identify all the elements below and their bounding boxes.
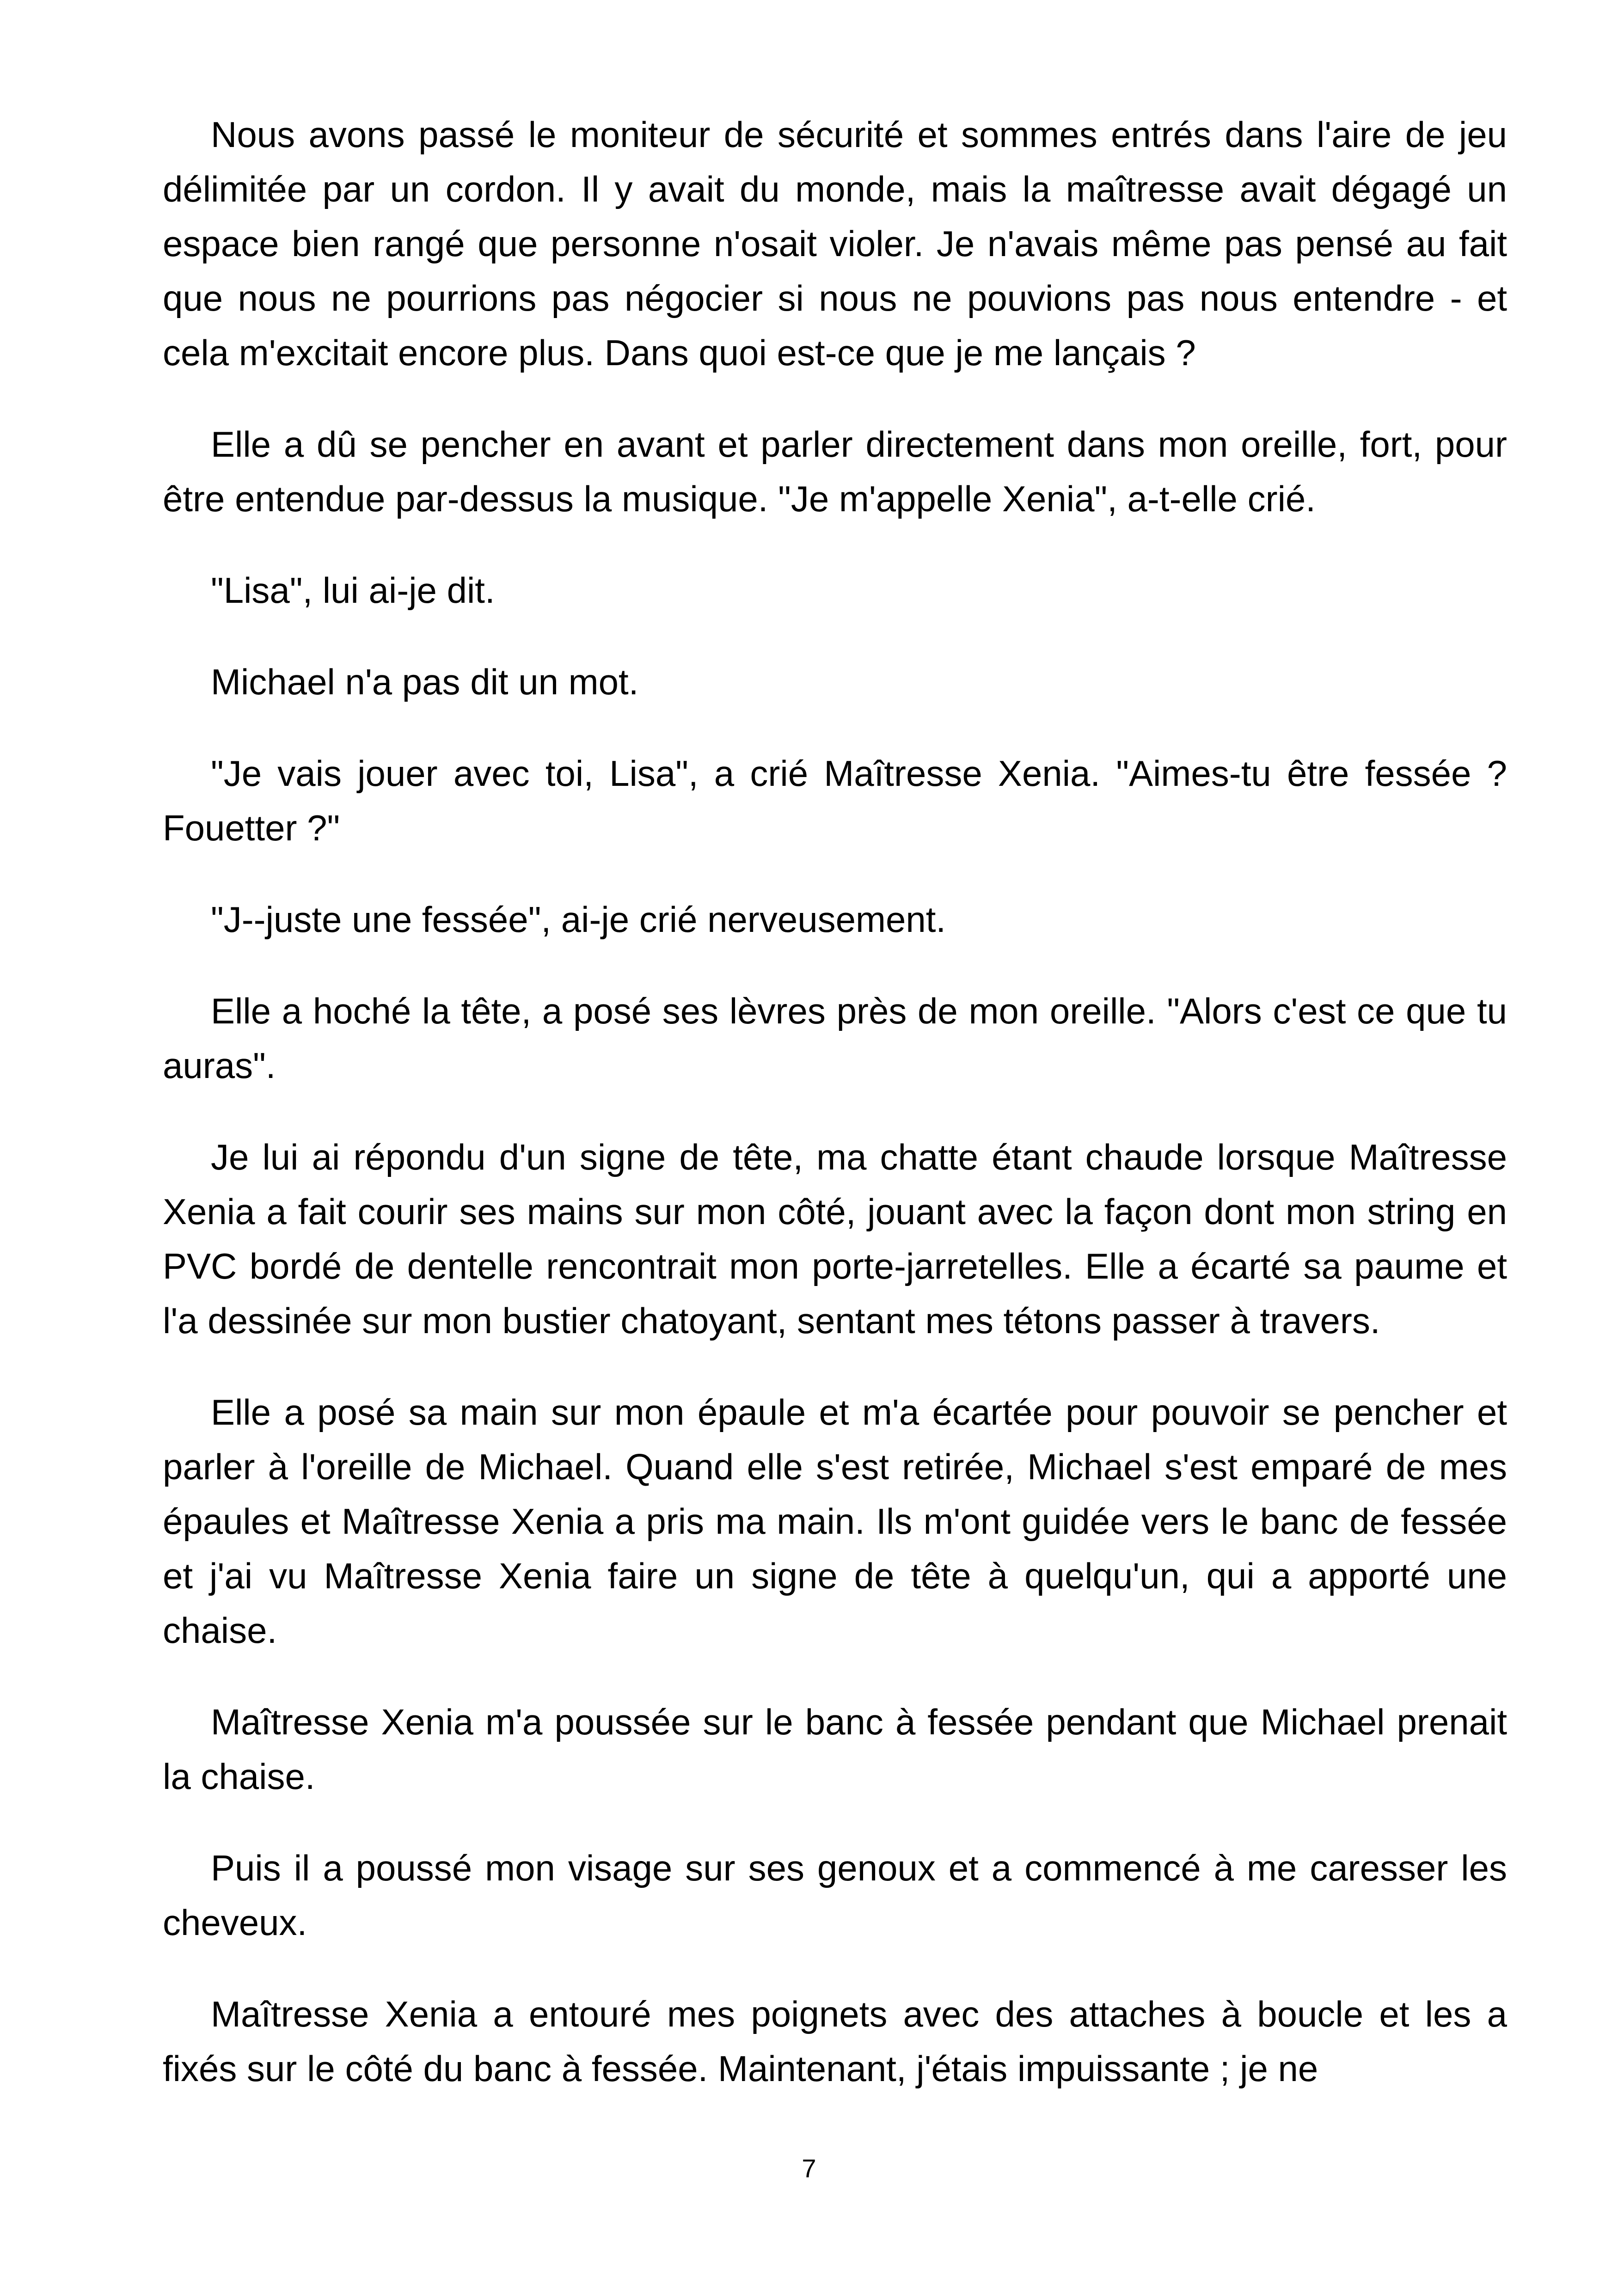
paragraph: Michael n'a pas dit un mot. (211, 661, 639, 702)
paragraph: Elle a dû se pencher en avant et parler directement dans mon oreille, fort, pour être entendue par-dessus la musique. "Je m'appelle Xenia", a-t-elle crié. (163, 424, 1507, 519)
paragraph: Elle a posé sa main sur mon épaule et m'a écartée pour pouvoir se pencher et parler à l'oreille de Michael. Quand elle s'est retirée, Michael s'est emparé de mes épaules et Maîtresse Xenia a pris ma main. Ils m'ont guidée vers le banc de fessée et j'ai vu Maîtresse Xenia faire un signe de tête à quelqu'un, qui a apporté une chaise. (163, 1392, 1507, 1651)
paragraph: Maîtresse Xenia m'a poussée sur le banc à fessée pendant que Michael prenait la chaise. (163, 1702, 1507, 1797)
paragraph: Je lui ai répondu d'un signe de tête, ma chatte étant chaude lorsque Maîtresse Xenia a fait courir ses mains sur mon côté, jouant avec la façon dont mon string en PVC bordé de dentelle rencontrait mon porte-jarretelles. Elle a écarté sa paume et l'a dessinée sur mon bustier chatoyant, sentant mes tétons passer à travers. (163, 1137, 1507, 1341)
paragraph: "Je vais jouer avec toi, Lisa", a crié Maîtresse Xenia. "Aimes-tu être fessée ? Fouetter ?" (163, 753, 1507, 848)
paragraph: "Lisa", lui ai-je dit. (211, 570, 495, 611)
paragraph: Nous avons passé le moniteur de sécurité et sommes entrés dans l'aire de jeu délimitée par un cordon. Il y avait du monde, mais la maîtresse avait dégagé un espace bien rangé que personne n'osait violer. Je n'avais même pas pensé au fait que nous ne pourrions pas négocier si nous ne pouvions pas nous entendre - et cela m'excitait encore plus. Dans quoi est-ce que je me lançais ? (163, 114, 1507, 373)
page-number: 7 (802, 2154, 816, 2183)
paragraph: "J--juste une fessée", ai-je crié nerveusement. (211, 899, 946, 940)
paragraph: Puis il a poussé mon visage sur ses genoux et a commencé à me caresser les cheveux. (163, 1848, 1507, 1943)
paragraph: Elle a hoché la tête, a posé ses lèvres près de mon oreille. "Alors c'est ce que tu auras". (163, 991, 1507, 1086)
page-body (163, 107, 1507, 2096)
paragraph: Maîtresse Xenia a entouré mes poignets avec des attaches à boucle et les a fixés sur le côté du banc à fessée. Maintenant, j'étais impuissante ; je ne (163, 1994, 1507, 2089)
